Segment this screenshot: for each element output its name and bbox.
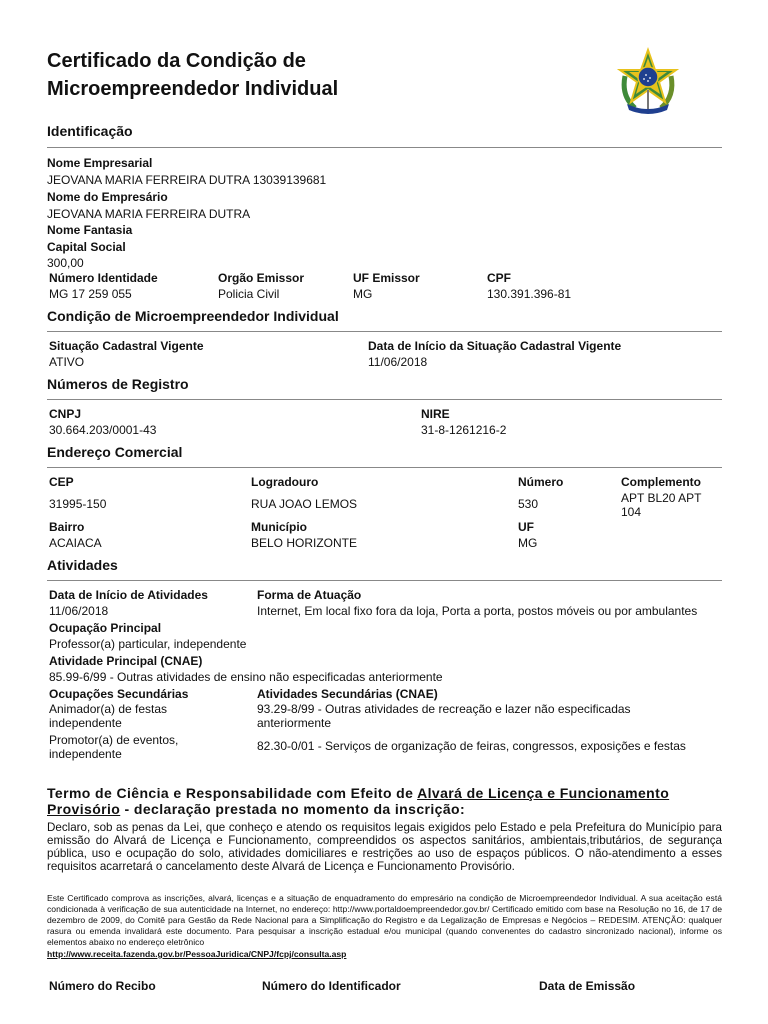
atividade-secundaria-1-line2: anteriormente: [257, 716, 332, 730]
certificate-title-line2: Microempreendedor Individual: [47, 78, 339, 100]
ocupacao-principal-label: Ocupação Principal: [49, 621, 162, 635]
termo-title-part2: - declaração prestada no momento da inscrição:: [120, 801, 466, 817]
complemento-value-line2: 104: [621, 505, 642, 519]
situacao-cadastral-label: Situação Cadastral Vigente: [49, 339, 204, 353]
bairro-value: ACAIACA: [49, 536, 102, 550]
termo-title: [47, 785, 722, 801]
capital-social-value: 300,00: [47, 256, 84, 270]
atividades-secundarias-label: Atividades Secundárias (CNAE): [257, 687, 438, 701]
data-inicio-situacao-label: Data de Início da Situação Cadastral Vigente: [368, 339, 622, 353]
cpf-value: 130.391.396-81: [487, 287, 572, 301]
provisorio-link[interactable]: Provisório: [47, 801, 121, 817]
ocupacao-secundaria-1-line2: independente: [49, 716, 122, 730]
registro-heading: Números de Registro: [47, 376, 189, 392]
alvara-link[interactable]: Alvará de Licença e Funcionamento: [417, 785, 670, 801]
data-inicio-situacao-value: 11/06/2018: [368, 355, 428, 369]
data-inicio-atividades-value: 11/06/2018: [49, 604, 109, 618]
divider: [47, 467, 722, 468]
municipio-value: BELO HORIZONTE: [251, 536, 358, 550]
divider: [47, 580, 722, 581]
numero-value: 530: [518, 497, 539, 511]
uf-value: MG: [518, 536, 538, 550]
complemento-label: Complemento: [621, 475, 702, 489]
nome-empresarial-value: JEOVANA MARIA FERREIRA DUTRA 13039139681: [47, 173, 327, 187]
brazil-coat-of-arms-icon: [613, 46, 683, 116]
forma-atuacao-value: Internet, Em local fixo fora da loja, Porta a porta, postos móveis ou por ambulantes: [257, 604, 698, 618]
certificate-note: Este Certificado comprova as inscrições, alvará, licenças e a situação de enquadramento do empresário na condição de Microempreendedor Individual. A sua aceitação está condicionada à verificação de sua autenticidade na Internet, no endereço: http://www.portaldoempreendedor.gov.br/ Certificado emitido com base na Resolução no 16, de 17 de dezembro de 2009, do Comitê para Gestão da Rede Nacional para a Simplificação do Registro e da Legalização de Empresas e Negócios – REDESIM. ATENÇÃO: qualquer rasura ou emenda invalidará este documento. Para pesquisar a inscrição estadual e/ou municipal (quando convenentes do cadastro sincronizado nacional), informe os elementos abaixo no endereço eletrônico: [47, 893, 722, 947]
data-emissao-label: Data de Emissão: [539, 979, 636, 993]
cpf-label: CPF: [487, 271, 511, 285]
orgao-emissor-value: Policia Civil: [218, 287, 280, 301]
uf-emissor-label: UF Emissor: [353, 271, 420, 285]
cep-value: 31995-150: [49, 497, 107, 511]
atividade-secundaria-1-line1: 93.29-8/99 - Outras atividades de recreação e lazer não especificadas: [257, 702, 631, 716]
certificate-title-line1: Certificado da Condição de: [47, 50, 306, 72]
numero-identificador-label: Número do Identificador: [262, 979, 401, 993]
uf-label: UF: [518, 520, 534, 534]
numero-label: Número: [518, 475, 564, 489]
nome-fantasia-label: Nome Fantasia: [47, 223, 133, 237]
cnpj-value: 30.664.203/0001-43: [49, 423, 157, 437]
ocupacao-secundaria-2-line1: Promotor(a) de eventos,: [49, 733, 179, 747]
numero-identidade-value: MG 17 259 055: [49, 287, 132, 301]
logradouro-value: RUA JOAO LEMOS: [251, 497, 358, 511]
ocupacoes-secundarias-label: Ocupações Secundárias: [49, 687, 189, 701]
endereco-heading: Endereço Comercial: [47, 444, 183, 460]
divider: [47, 147, 722, 148]
uf-emissor-value: MG: [353, 287, 373, 301]
ocupacao-principal-value: Professor(a) particular, independente: [49, 637, 247, 651]
atividades-heading: Atividades: [47, 557, 118, 573]
termo-body: Declaro, sob as penas da Lei, que conheço e atendo os requisitos legais exigidos pelo Estado e pela Prefeitura do Município para emissão do Alvará de Licença e Funcionamento, compreendidos os aspectos sanitários, ambientais,tributários, de segurança pública, uso e ocupação do solo, atividades domiciliares e restrições ao uso de espaços públicos. O não-atendimento a esses requisitos acarretará o cancelamento deste Alvará de Licença e Funcionamento Provisório.: [47, 821, 722, 873]
cnpj-label: CNPJ: [49, 407, 82, 421]
ocupacao-secundaria-1-line1: Animador(a) de festas: [49, 702, 168, 716]
atividade-principal-value: 85.99-6/99 - Outras atividades de ensino não especificadas anteriormente: [49, 670, 443, 684]
identificacao-heading: Identificação: [47, 123, 133, 139]
nire-value: 31-8-1261216-2: [421, 423, 507, 437]
data-inicio-atividades-label: Data de Início de Atividades: [49, 588, 208, 602]
nire-label: NIRE: [421, 407, 450, 421]
ocupacao-secundaria-2-line2: independente: [49, 747, 122, 761]
forma-atuacao-label: Forma de Atuação: [257, 588, 362, 602]
atividade-principal-label: Atividade Principal (CNAE): [49, 654, 203, 668]
nome-empresario-label: Nome do Empresário: [47, 190, 168, 204]
capital-social-label: Capital Social: [47, 240, 126, 254]
nome-empresarial-label: Nome Empresarial: [47, 156, 153, 170]
numero-identidade-label: Número Identidade: [49, 271, 158, 285]
termo-title-part1: Termo de Ciência e Responsabilidade com Efeito de: [47, 785, 418, 801]
orgao-emissor-label: Orgão Emissor: [218, 271, 305, 285]
logradouro-label: Logradouro: [251, 475, 319, 489]
cep-label: CEP: [49, 475, 74, 489]
situacao-cadastral-value: ATIVO: [49, 355, 85, 369]
receita-consulta-link[interactable]: http://www.receita.fazenda.gov.br/PessoaJuridica/CNPJ/fcpj/consulta.asp: [47, 949, 347, 959]
bairro-label: Bairro: [49, 520, 85, 534]
atividade-secundaria-2: 82.30-0/01 - Serviços de organização de feiras, congressos, exposições e festas: [257, 739, 686, 753]
municipio-label: Município: [251, 520, 307, 534]
termo-title-line2: [47, 801, 465, 817]
numero-recibo-label: Número do Recibo: [49, 979, 156, 993]
condicao-heading: Condição de Microempreendedor Individual: [47, 308, 339, 324]
complemento-value-line1: APT BL20 APT: [621, 491, 702, 505]
nome-empresario-value: JEOVANA MARIA FERREIRA DUTRA: [47, 207, 251, 221]
divider: [47, 399, 722, 400]
divider: [47, 331, 722, 332]
